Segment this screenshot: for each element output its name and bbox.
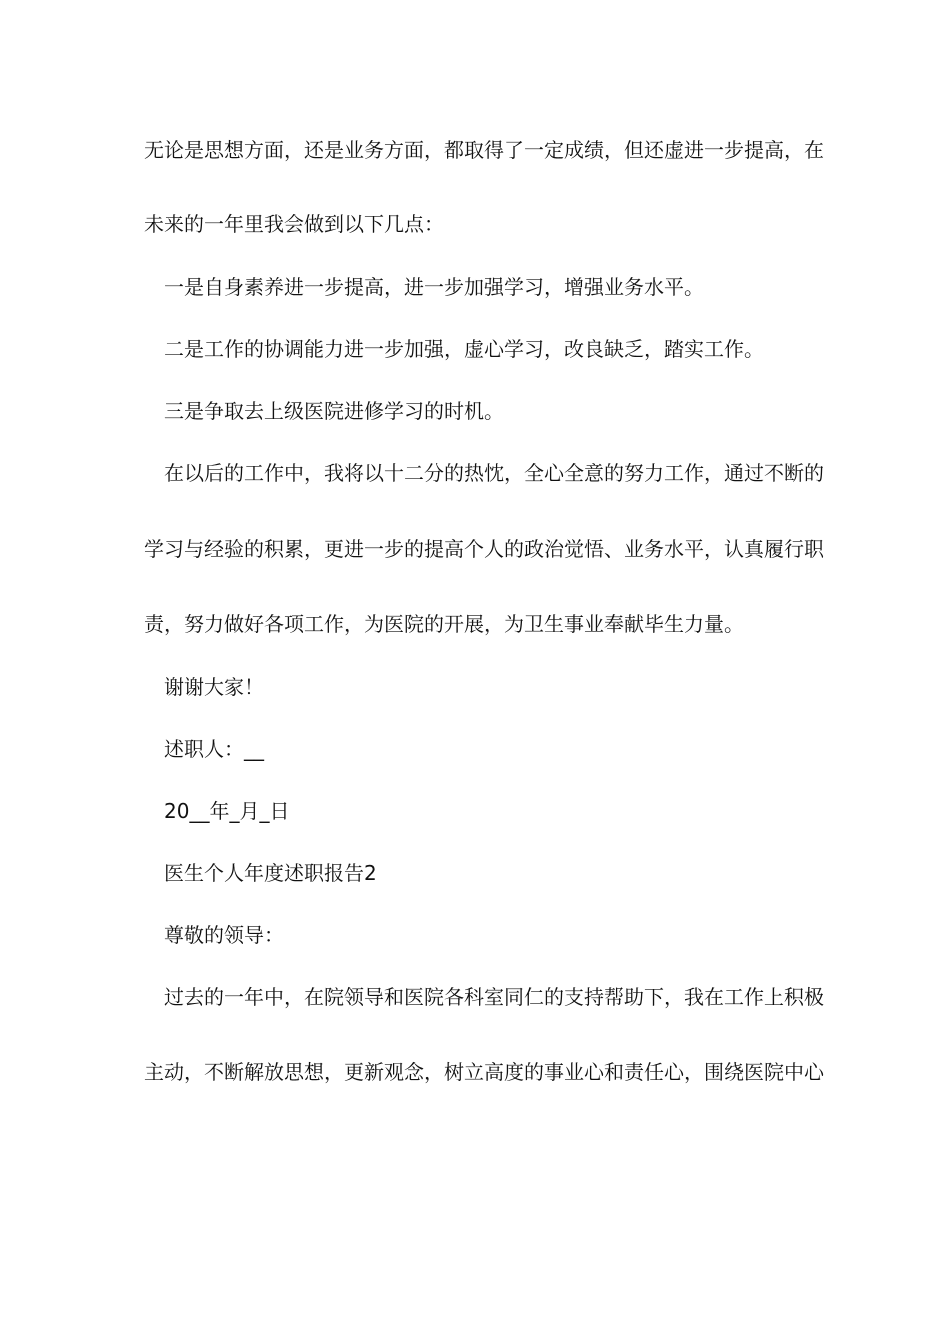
paragraph-line: 过去的一年中，在院领导和医院各科室同仁的支持帮助下，我在工作上积极: [164, 985, 824, 1009]
section-title: 医生个人年度述职报告2: [164, 861, 377, 885]
paragraph-line: 责，努力做好各项工作，为医院的开展，为卫生事业奉献毕生力量。: [144, 612, 744, 636]
list-item-1: 一是自身素养进一步提高，进一步加强学习，增强业务水平。: [164, 275, 704, 299]
closing-thanks: 谢谢大家！: [164, 675, 264, 699]
list-item-2: 二是工作的协调能力进一步加强，虚心学习，改良缺乏，踏实工作。: [164, 337, 764, 361]
paragraph-line: 主动，不断解放思想，更新观念，树立高度的事业心和责任心，围绕医院中心: [144, 1060, 824, 1084]
list-item-3: 三是争取去上级医院进修学习的时机。: [164, 399, 504, 423]
date-line: 20__年_月_日: [164, 799, 290, 823]
paragraph-line: 在以后的工作中，我将以十二分的热忱，全心全意的努力工作，通过不断的: [164, 461, 824, 485]
paragraph-line: 未来的一年里我会做到以下几点：: [144, 212, 444, 236]
paragraph-line: 无论是思想方面，还是业务方面，都取得了一定成绩，但还虚进一步提高，在: [144, 138, 824, 162]
signature-line: 述职人：__: [164, 737, 264, 761]
paragraph-line: 学习与经验的积累，更进一步的提高个人的政治觉悟、业务水平，认真履行职: [144, 537, 824, 561]
salutation: 尊敬的领导：: [164, 923, 284, 947]
